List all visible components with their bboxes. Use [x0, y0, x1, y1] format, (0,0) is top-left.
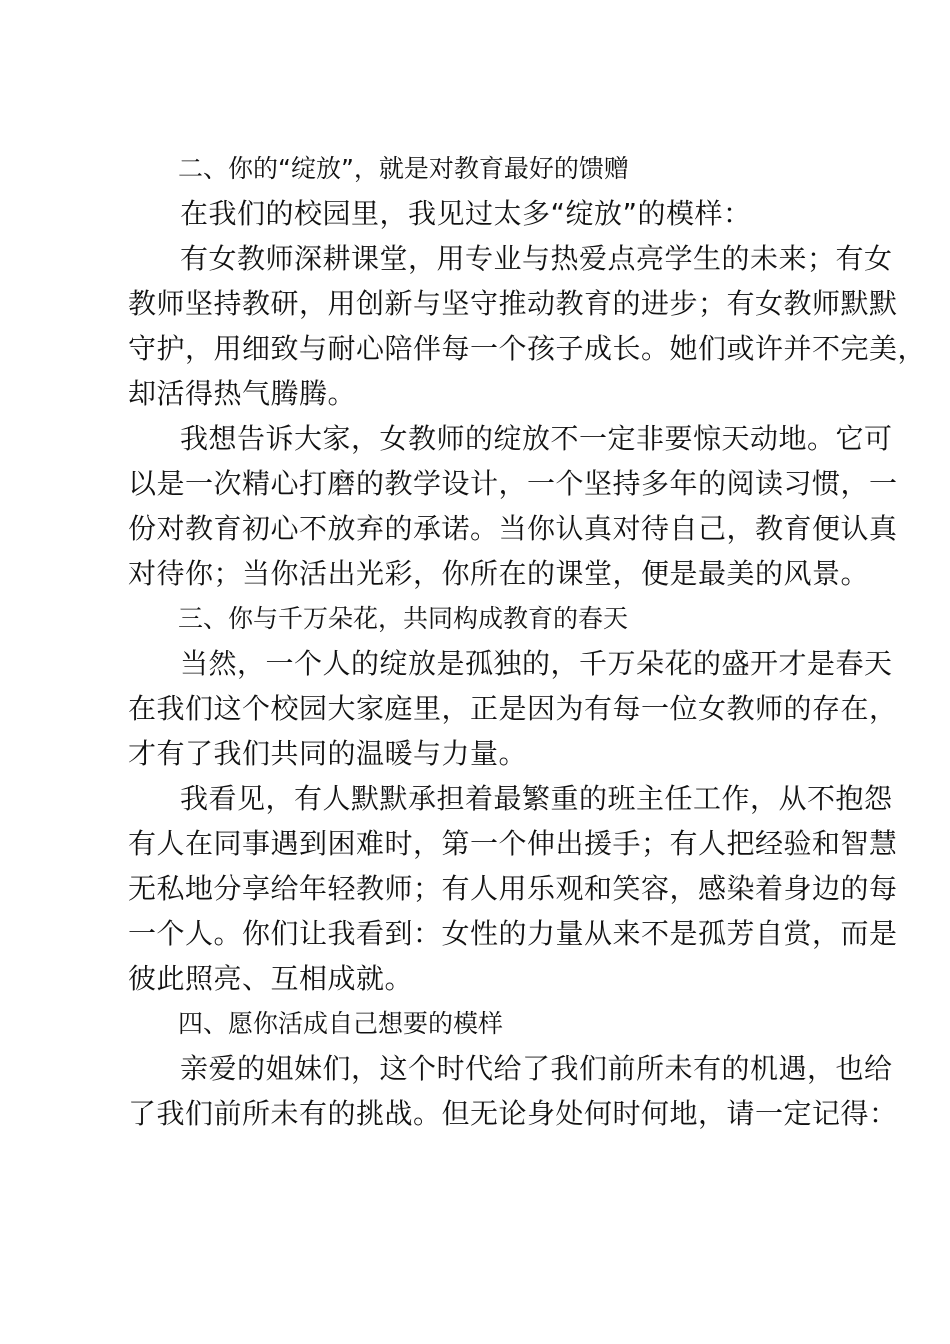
text-line: 守护，用细致与耐心陪伴每一个孩子成长。她们或许并不完美，: [128, 332, 927, 365]
text-line: 彼此照亮、互相成就。: [128, 962, 414, 995]
text-line: 在我们这个校园大家庭里，正是因为有每一位女教师的存在，: [128, 692, 898, 725]
text-line: 在我们的校园里，我见过太多“绽放”的模样：: [180, 197, 752, 230]
document-body: [128, 146, 927, 1136]
text-line: 亲爱的姐妹们，这个时代给了我们前所未有的机遇，也给: [180, 1052, 893, 1085]
paragraph: [128, 641, 898, 776]
text-line: 一个人。你们让我看到：女性的力量从来不是孤芳自赏，而是: [128, 917, 898, 950]
text-line: 才有了我们共同的温暖与力量。: [128, 737, 528, 770]
text-line: 以是一次精心打磨的教学设计，一个坚持多年的阅读习惯，一: [128, 467, 898, 500]
paragraph: [128, 416, 898, 596]
text-line: 却活得热气腾腾。: [128, 377, 357, 410]
paragraph: [128, 236, 927, 416]
text-line: 我想告诉大家，女教师的绽放不一定非要惊天动地。它可: [180, 422, 893, 455]
section-heading-2: 二、你的“绽放”，就是对教育最好的馈赠: [178, 154, 629, 183]
text-line: 我看见，有人默默承担着最繁重的班主任工作，从不抱怨: [180, 782, 893, 815]
text-line: 了我们前所未有的挑战。但无论身处何时何地，请一定记得：: [128, 1097, 898, 1130]
paragraph: [128, 776, 898, 1001]
text-line: 对待你；当你活出光彩，你所在的课堂，便是最美的风景。: [128, 557, 870, 590]
text-line: 无私地分享给年轻教师；有人用乐观和笑容，感染着身边的每: [128, 872, 898, 905]
paragraph: [128, 191, 828, 236]
text-line: 有女教师深耕课堂，用专业与热爱点亮学生的未来；有女: [180, 242, 893, 275]
text-line: 有人在同事遇到困难时，第一个伸出援手；有人把经验和智慧: [128, 827, 898, 860]
section-heading-3: 三、你与千万朵花，共同构成教育的春天: [178, 604, 629, 633]
text-line: 份对教育初心不放弃的承诺。当你认真对待自己，教育便认真: [128, 512, 898, 545]
text-line: 当然，一个人的绽放是孤独的，千万朵花的盛开才是春天: [180, 647, 893, 680]
paragraph: [128, 1046, 898, 1136]
text-line: 教师坚持教研，用创新与坚守推动教育的进步；有女教师默默: [128, 287, 898, 320]
section-heading-4: 四、愿你活成自己想要的模样: [178, 1009, 504, 1038]
